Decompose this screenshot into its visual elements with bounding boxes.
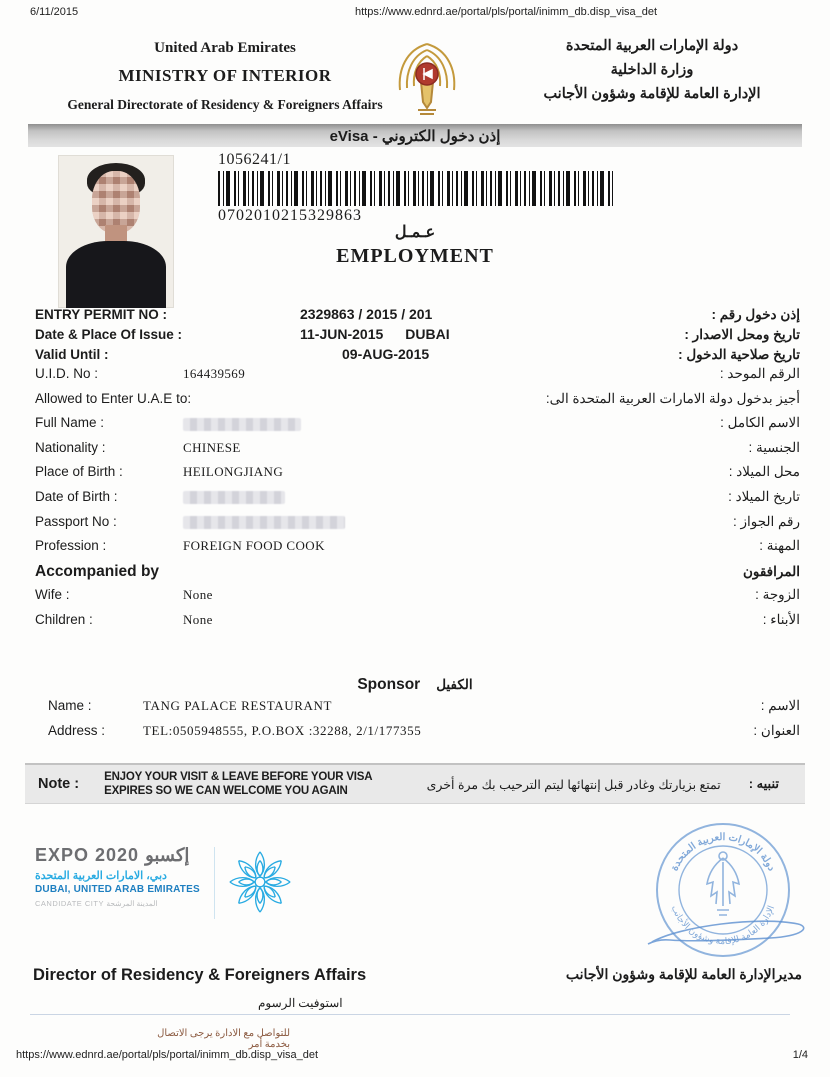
field-value: None — [183, 611, 213, 627]
redacted-date-of-birth — [183, 491, 285, 504]
applicant-photo — [58, 155, 174, 308]
field-row-children — [35, 612, 800, 637]
issue-date: 11-JUN-2015 — [300, 326, 384, 342]
field-value: HEILONGJIANG — [183, 464, 284, 480]
permit-serial-number: 1056241/1 — [218, 151, 291, 168]
visa-type-title — [250, 222, 580, 268]
visa-fields-table — [35, 306, 800, 637]
sponsor-section-title — [250, 676, 580, 694]
stamp-ring-text-bottom: الإدارة العامة للإقامة وشؤون الأجانب — [669, 903, 777, 947]
uae-falcon-emblem-icon — [388, 36, 466, 120]
footer-contact-note-ar: للتواصل مع الادارة يرجى الاتصال بخدمة أمر — [157, 1028, 290, 1050]
field-row-entry-permit-no — [35, 306, 800, 326]
field-label-en: Valid Until : — [35, 347, 109, 362]
director-title-ar: مديرالإدارة العامة للإقامة وشؤون الأجانب — [565, 966, 802, 982]
photo-pixelated-face — [92, 171, 140, 233]
field-label-en: Full Name : — [35, 415, 105, 431]
field-value: 2329863 / 2015 / 201 — [300, 306, 433, 322]
expo-subtitle-en: DUBAI, UNITED ARAB EMIRATES — [35, 884, 200, 895]
field-label-ar: أجيز بدخول دولة الامارات العربية المتحدة الى: — [545, 390, 800, 406]
field-label-ar: الزوجة : — [755, 587, 800, 603]
field-label-en: Passport No : — [35, 513, 117, 529]
field-label-ar: تاريخ صلاحية الدخول : — [678, 347, 800, 362]
note-line1: ENJOY YOUR VISIT & LEAVE BEFORE YOUR VISA — [104, 770, 373, 783]
expo2020-logo — [35, 845, 295, 922]
director-title-en: Director of Residency & Foreigners Affairs — [33, 966, 367, 984]
expo2020-wordmark — [35, 845, 206, 922]
footer-page-number: 1/4 — [792, 1049, 808, 1061]
directorate-name-ar: الإدارة العامة للإقامة وشؤون الأجانب — [543, 86, 761, 102]
issue-place: DUBAI — [405, 326, 450, 342]
sponsor-fields — [48, 698, 800, 748]
field-value: 164439569 — [183, 366, 246, 381]
field-value: None — [183, 587, 213, 603]
fees-paid-note-ar: استوفيت الرسوم — [258, 996, 343, 1010]
redacted-passport-no — [183, 516, 345, 529]
field-row-date-of-birth — [35, 489, 800, 514]
expo-subtitle-ar: دبي، الامارات العربية المتحدة — [35, 870, 167, 882]
note-text-en — [104, 770, 372, 799]
field-label-ar: المهنة : — [759, 538, 800, 554]
field-row-place-of-birth — [35, 464, 800, 489]
note-arabic-group — [427, 776, 779, 792]
field-label-en: Date & Place Of Issue : — [35, 327, 183, 342]
field-row-passport-no — [35, 514, 800, 539]
field-label-en: Wife : — [35, 587, 70, 603]
note-label-ar: تنبيه : — [748, 776, 779, 791]
field-label-ar: الأبناء : — [762, 611, 800, 627]
letterhead-english — [55, 40, 395, 113]
field-label-en: Allowed to Enter U.A.E to: — [35, 390, 192, 406]
barcode-number: 0702010215329863 — [218, 207, 362, 224]
ministry-name-en: MINISTRY OF INTERIOR — [118, 66, 332, 85]
field-label-en: U.I.D. No : — [35, 366, 99, 381]
visa-type-arabic: عـمـل — [394, 224, 436, 241]
sponsor-title-ar: الكفيل — [436, 677, 473, 692]
field-label-en: Children : — [35, 611, 93, 627]
field-value — [183, 326, 475, 342]
print-source-url: https://www.ednrd.ae/portal/pls/portal/inimm_db.disp_visa_det — [355, 6, 658, 18]
photo-torso — [66, 241, 166, 308]
field-row-profession — [35, 538, 800, 563]
expo-divider — [214, 847, 215, 919]
expo-title: EXPO 2020 إكسبو — [35, 845, 190, 865]
sponsor-row-address — [48, 723, 800, 748]
footer-source-url: https://www.ednrd.ae/portal/pls/portal/inimm_db.disp_visa_det — [16, 1049, 319, 1061]
field-label-en: ENTRY PERMIT NO : — [35, 307, 168, 322]
field-label-ar: الرقم الموحد : — [719, 366, 800, 381]
section-title-en: Accompanied by — [35, 562, 160, 580]
visa-type-english: EMPLOYMENT — [336, 245, 494, 267]
note-label-en: Note : — [38, 776, 80, 792]
section-title-ar: المرافقون — [742, 563, 800, 579]
field-value: FOREIGN FOOD COOK — [183, 538, 325, 554]
letterhead-arabic — [502, 38, 802, 110]
note-text-ar: تمتع بزيارتك وغادر قبل إنتهائها ليتم الترحيب بك مرة أخرى — [426, 777, 721, 792]
expo-candidate-line: CANDIDATE CITY المدينة المرشحة — [35, 899, 158, 908]
field-label-en: Profession : — [35, 538, 107, 554]
field-row-valid-until — [35, 346, 800, 366]
field-value-redacted — [183, 415, 475, 431]
evisa-title-banner — [28, 124, 802, 147]
redacted-full-name — [183, 418, 301, 431]
field-row-full-name — [35, 415, 800, 440]
field-label-ar: رقم الجواز : — [732, 513, 800, 529]
stamp-ring-text-top: دولة الإمارات العربية المتحدة — [669, 831, 777, 873]
field-row-date-place-of-issue — [35, 326, 800, 346]
field-label-en: Date of Birth : — [35, 488, 118, 504]
field-label-ar: الاسم الكامل : — [720, 415, 800, 431]
field-value: TEL:0505948555, P.O.BOX :32288, 2/1/177355 — [143, 723, 422, 738]
field-row-nationality — [35, 440, 800, 465]
note-banner — [25, 763, 805, 804]
barcode-block — [218, 151, 618, 225]
sponsor-row-name — [48, 698, 800, 723]
field-value: 09-AUG-2015 — [342, 346, 430, 362]
field-label-ar: الجنسية : — [748, 439, 800, 455]
signature-scribble — [640, 908, 815, 958]
stamp-falcon — [707, 852, 739, 915]
field-label-ar: إذن دخول رقم : — [711, 307, 800, 322]
sponsor-title-en: Sponsor — [357, 676, 421, 693]
section-header-accompanied-by — [35, 563, 800, 588]
field-value-redacted — [183, 489, 475, 505]
print-date: 6/11/2015 — [30, 6, 79, 18]
field-label-ar: الاسم : — [760, 698, 800, 713]
barcode-image — [218, 171, 614, 206]
field-row-wife — [35, 587, 800, 612]
field-label-en: Address : — [48, 723, 106, 738]
note-line2: EXPIRES SO WE CAN WELCOME YOU AGAIN — [104, 785, 348, 797]
field-label-ar: تاريخ الميلاد : — [728, 488, 800, 504]
field-row-allowed-to-enter — [35, 391, 800, 416]
field-label-ar: العنوان : — [753, 723, 800, 738]
country-name-en: United Arab Emirates — [154, 40, 296, 56]
field-row-uid-no — [35, 366, 800, 391]
expo2020-rosette-icon — [225, 845, 295, 922]
ministry-name-ar: وزارة الداخلية — [610, 62, 694, 78]
field-value-redacted — [183, 514, 475, 530]
field-label-ar: محل الميلاد : — [728, 464, 800, 480]
field-value: CHINESE — [183, 439, 241, 455]
field-label-en: Place of Birth : — [35, 464, 123, 480]
directorate-name-en: General Directorate of Residency & Foreigners Affairs — [67, 97, 383, 112]
footer-separator-line — [30, 1014, 790, 1015]
field-label-ar: تاريخ ومحل الاصدار : — [684, 327, 800, 342]
country-name-ar: دولة الإمارات العربية المتحدة — [565, 38, 739, 54]
field-value: TANG PALACE RESTAURANT — [143, 698, 333, 713]
field-label-en: Nationality : — [35, 439, 106, 455]
field-label-en: Name : — [48, 698, 92, 713]
evisa-banner-text: eVisa - إذن دخول الكتروني — [329, 127, 501, 145]
